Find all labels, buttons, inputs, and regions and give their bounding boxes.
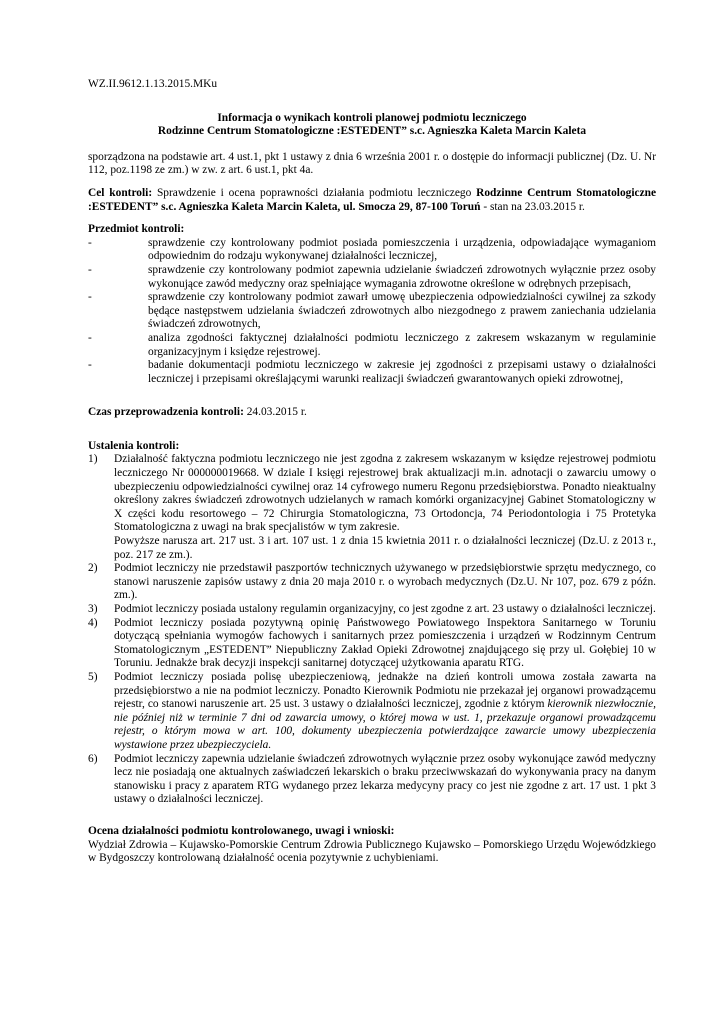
assessment-label: Ocena działalności podmiotu kontrolowanego, uwagi i wnioski: xyxy=(88,824,395,837)
goal-text-1: Sprawdzenie i ocena poprawności działania podmiotu leczniczego xyxy=(152,186,477,199)
goal-text-2: - stan na 23.03.2015 r. xyxy=(480,200,585,213)
list-item: - badanie dokumentacji podmiotu leczniczego w zakresie jej zgodności z przepisami ustawy o działalności leczniczej i przepisami określającymi warunki realizacji świadczeń gwarantowanych opieki zdrowotnej, xyxy=(88,359,656,385)
finding-item: 4) Podmiot leczniczy posiada pozytywną opinię Państwowego Powiatowego Inspektora Sanitarnego w Toruniu dotyczącą spełniania wymogów fachowych i sanitarnych przez pomieszczenia i urządzeń w Rodzinnym Centrum Stomatologicznym „ESTEDENT” Niepubliczny Zakład Opieki Zdrowotnej znajdującego się przy ul. Gołębiej 10 w Toruniu. Jednakże brak decyzji inspekcji sanitarnej dotyczącej użytkowania aparatu RTG. xyxy=(88,616,656,670)
findings-label: Ustalenia kontroli: xyxy=(88,439,180,452)
quoted-law: kierownik niezwłocznie, nie później niż w terminie 7 dni od zawarcia umowy, o której mowa w ust. 1, przekazuje organowi prowadzącemu rejestr, o którym mowa w art. 100, dokumenty ubezpieczenia potwierdzające zawarcie umowy ubezpieczenia wystawione przez ubezpieczyciela. xyxy=(114,698,656,751)
time-paragraph xyxy=(88,406,656,420)
finding-item: 5) Podmiot leczniczy posiada polisę ubezpieczeniową, jednakże na dzień kontroli umowa została zawarta na przedsiębiorstwo a nie na podmiot leczniczy. Ponadto Kierownik Podmiotu nie przekazał jej organowi prowadzącemu rejestr, co stanowi naruszenie art. 25 ust. 3 ustawy o działalności leczniczej, zgodnie z którym kierownik niezwłocznie, nie później niż w terminie 7 dni od zawarcia umowy, o której mowa w ust. 1, przekazuje organowi prowadzącemu rejestr, o którym mowa w art. 100, dokumenty ubezpieczenia potwierdzające zawarcie umowy ubezpieczenia wystawione przez ubezpieczyciela. xyxy=(88,670,656,751)
finding-item: 6) Podmiot leczniczy zapewnia udzielanie świadczeń zdrowotnych wyłącznie przez osoby wykonujące zawód medyczny lecz nie posiadają one aktualnych zaświadczeń lekarskich o braku przeciwwskazań do wykonywania pracy na danym stanowisku i pracy z aparatem RTG wydanego przez lekarza medycyny pracy co jest nie zgodne z art. 17 ust. 1 pkt 3 ustawy o działalności leczniczej. xyxy=(88,752,656,806)
document-page xyxy=(88,78,656,866)
finding-item: 3) Podmiot leczniczy posiada ustalony regulamin organizacyjny, co jest zgodne z art. 23 ustawy o działalności leczniczej. xyxy=(88,603,656,615)
time-value: 24.03.2015 r. xyxy=(243,406,307,419)
assessment-section xyxy=(88,825,656,866)
list-item: - sprawdzenie czy kontrolowany podmiot posiada pomieszczenia i urządzenia, odpowiadające wymaganiom odpowiednim do rodzaju wykonywanej działalności leczniczej, xyxy=(88,236,656,263)
subject-label: Przedmiot kontroli: xyxy=(88,223,185,236)
finding-item: 1) Działalność faktyczna podmiotu leczniczego nie jest zgodna z zakresem wskazanym w księdze rejestrowej podmiotu leczniczego Nr 000000019668. W dziale I księgi rejestrowej brak aktualizacji m.in. adnotacji o zawarciu umowy o ubezpieczeniu odpowiedzialności cywilnej oraz 14 cyfrowego numeru Regonu przedsiębiorstwa. Ponadto nieaktualny określony zakres świadczeń zdrowotnych udzielanych w ramach komórki organizacyjnej Gabinet Stomatologiczny w X części kodu resortowego – 72 Chirurgia Stomatologiczna, 73 Ortodoncja, 74 Periodontologia i 75 Protetyka Stomatologiczna z uwagi na brak specjalistów w tym zakresie. Powyższe narusza art. 217 ust. 3 i art. 107 ust. 1 z dnia 15 kwietnia 2011 r. o działalności leczniczej (Dz.U. z 2013 r., poz. 217 ze zm.). xyxy=(88,453,656,561)
goal-label: Cel kontroli: xyxy=(88,186,153,199)
reference-number: WZ.II.9612.1.13.2015.MKu xyxy=(88,78,218,90)
list-item: - analiza zgodności faktycznej działalności podmiotu leczniczego z zakresem wskazanym w regulaminie organizacyjnym i księdze rejestrowej. xyxy=(88,331,656,358)
goal-paragraph xyxy=(88,187,656,214)
finding-item: 2) Podmiot leczniczy nie przedstawił paszportów technicznych używanego w przedsiębiorstwie sprzętu medycznego, co stanowi naruszenie zapisów ustawy z dnia 20 maja 2010 r. o wyrobach medycznych (Dz.U. Nr 107, poz. 679 z późn. zm.). xyxy=(88,562,656,602)
legal-basis: sporządzona na podstawie art. 4 ust.1, pkt 1 ustawy z dnia 6 września 2001 r. o dostępie do informacji publicznej (Dz. U. Nr 112, poz.1198 ze zm.) w zw. z art. 6 ust.1, pkt 4a. xyxy=(88,150,656,177)
list-item: - sprawdzenie czy kontrolowany podmiot zawarł umowę ubezpieczenia odpowiedzialności cywilnej za szkody będące następstwem udzielania świadczeń zdrowotnych albo niezgodnego z prawem zaniechania udzielania świadczeń zdrowotnych, xyxy=(88,291,656,331)
time-label: Czas przeprowadzenia kontroli: xyxy=(88,406,244,419)
assessment-text: Wydział Zdrowia – Kujawsko-Pomorskie Centrum Zdrowia Publicznego Kujawsko – Pomorskiego Urzędu Wojewódzkiego w Bydgoszczy kontrolowaną działalność ocenia pozytywnie z uchybieniami. xyxy=(88,838,656,865)
title-line-1: Informacja o wynikach kontroli planowej podmiotu leczniczego xyxy=(217,111,527,124)
title-line-2: Rodzinne Centrum Stomatologiczne :ESTEDENT” s.c. Agnieszka Kaleta Marcin Kaleta xyxy=(157,125,587,138)
subject-section xyxy=(88,223,656,386)
goal-entity-name: Rodzinne Centrum Stomatologiczne :ESTEDENT” s.c. Agnieszka Kaleta Marcin Kaleta, ul. Smocza 29, 87-100 Toruń xyxy=(88,186,657,213)
findings-section xyxy=(88,440,656,807)
list-item: - sprawdzenie czy kontrolowany podmiot zapewnia udzielanie świadczeń zdrowotnych wyłącznie przez osoby wykonujące zawód medyczny oraz spełniające wymagania zdrowotne określone w odrębnych przepisach, xyxy=(88,263,656,290)
document-title xyxy=(88,112,656,139)
